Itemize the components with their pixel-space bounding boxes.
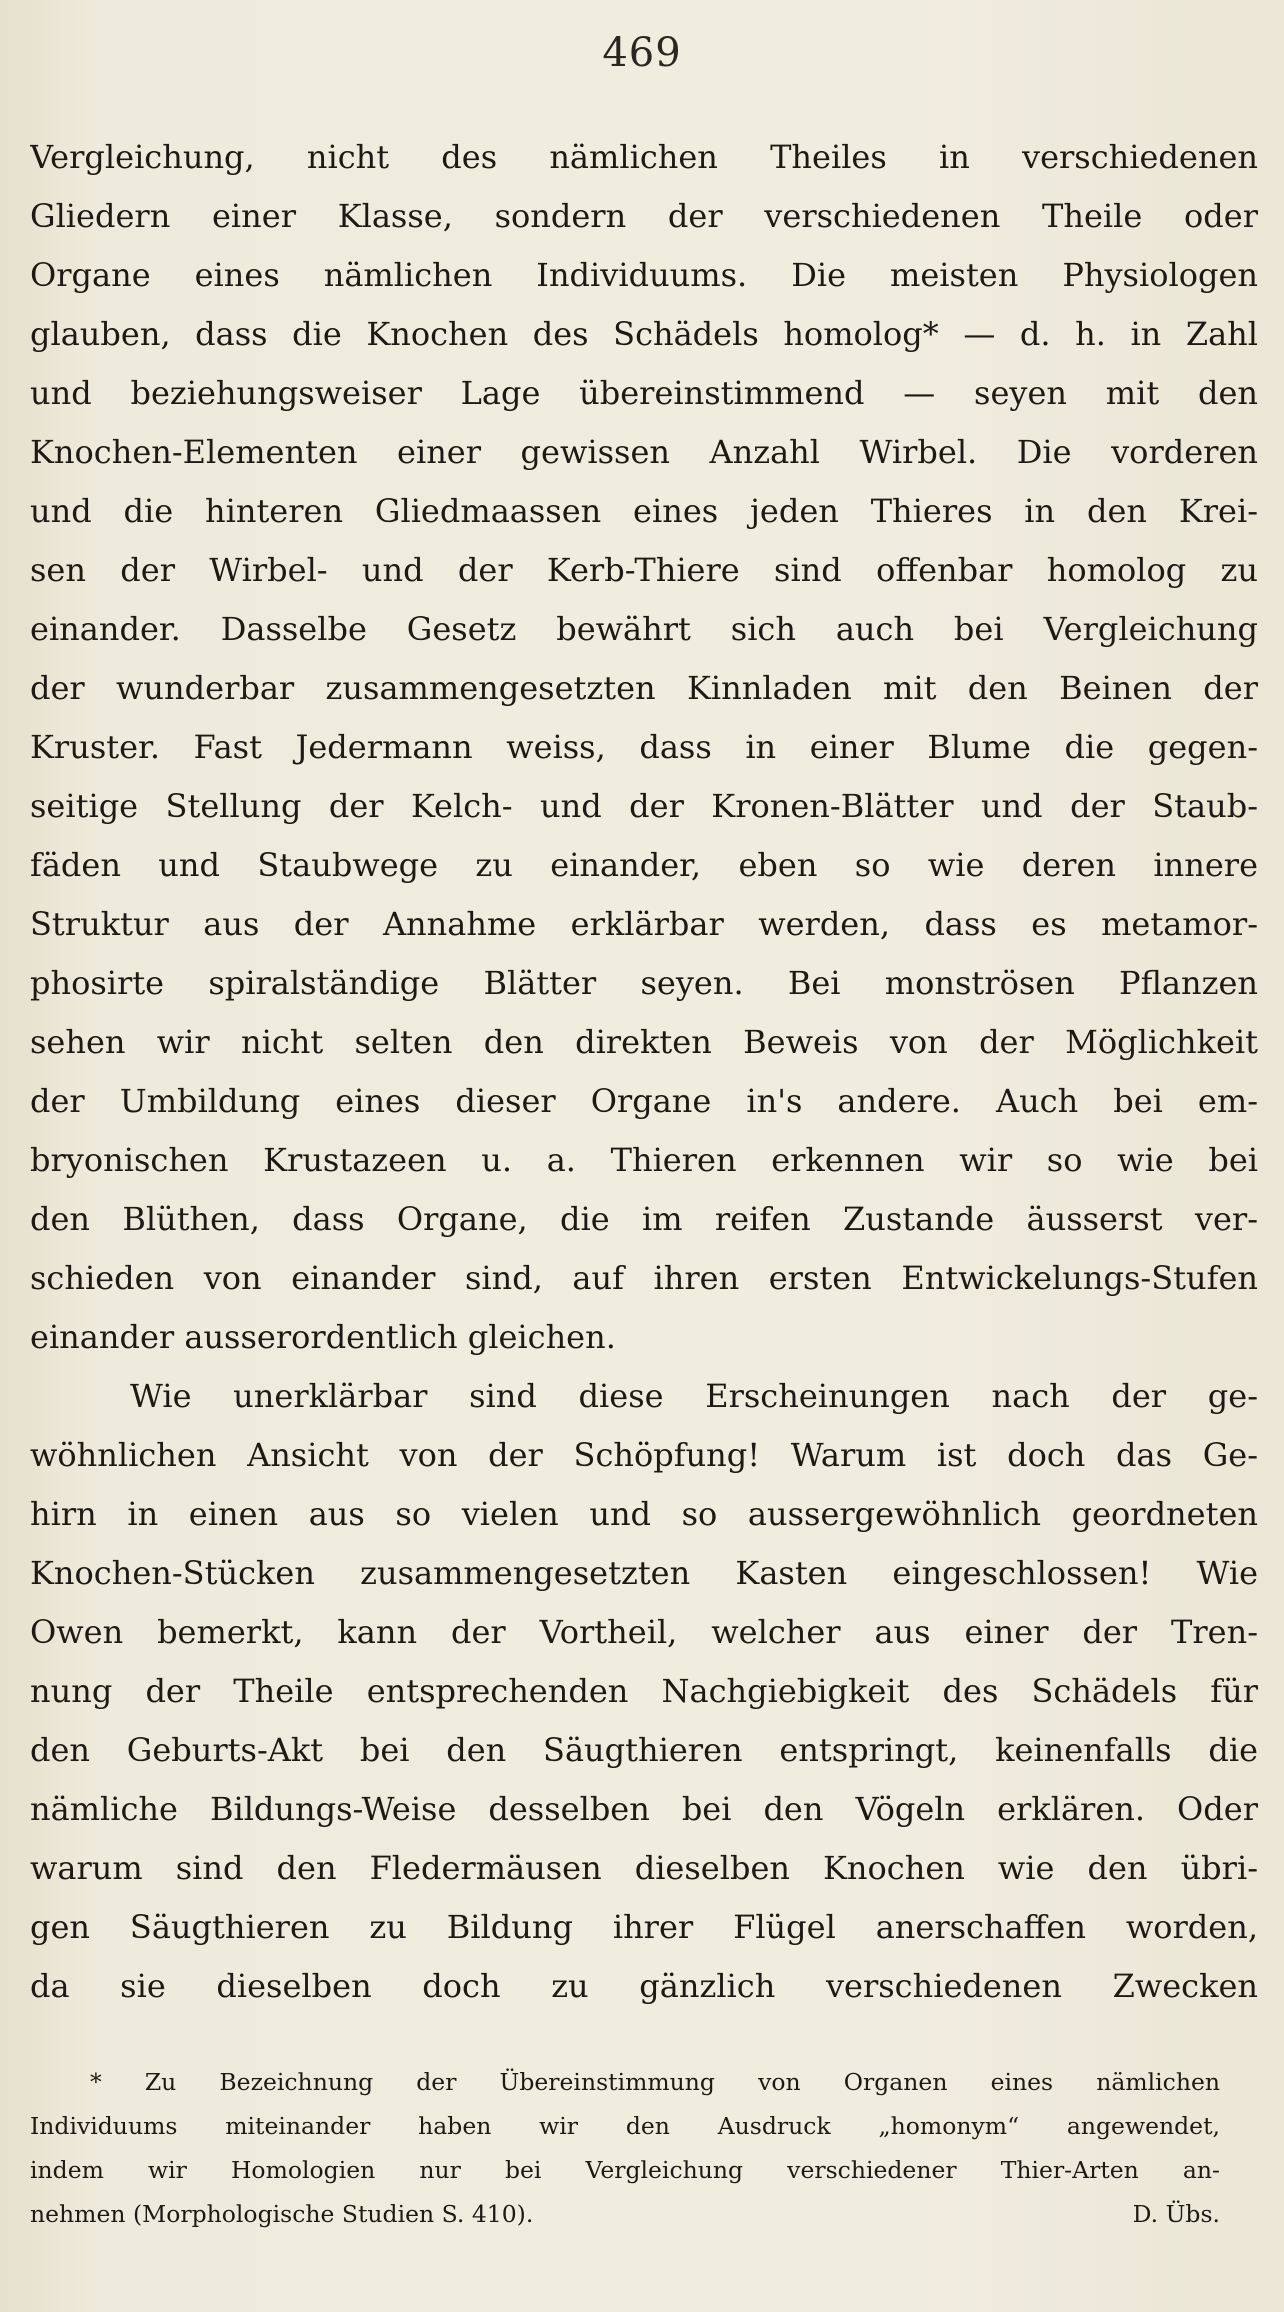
text-line: gen Säugthieren zu Bildung ihrer Flügel anerschaffen worden, xyxy=(30,1908,1258,1946)
footnote-line: indem wir Homologien nur bei Vergleichung verschiedener Thier-Arten an- xyxy=(30,2156,1220,2184)
text-line: Kruster. Fast Jedermann weiss, dass in einer Blume die gegen- xyxy=(30,728,1258,766)
text-line: glauben, dass die Knochen des Schädels homolog* — d. h. in Zahl xyxy=(30,315,1258,353)
text-line: Owen bemerkt, kann der Vortheil, welcher aus einer der Tren- xyxy=(30,1613,1258,1651)
text-line: Gliedern einer Klasse, sondern der verschiedenen Theile oder xyxy=(30,197,1258,235)
text-line: nung der Theile entsprechenden Nachgiebigkeit des Schädels für xyxy=(30,1672,1258,1710)
footnote-line: Individuums miteinander haben wir den Ausdruck „homonym“ angewendet, xyxy=(30,2112,1220,2140)
text-line: und die hinteren Gliedmaassen eines jeden Thieres in den Krei- xyxy=(30,492,1258,530)
footnote-signature: D. Übs. xyxy=(1132,2200,1220,2228)
text-line: Knochen-Elementen einer gewissen Anzahl Wirbel. Die vorderen xyxy=(30,433,1258,471)
text-line: warum sind den Fledermäusen dieselben Knochen wie den übri- xyxy=(30,1849,1258,1887)
text-line: seitige Stellung der Kelch- und der Kronen-Blätter und der Staub- xyxy=(30,787,1258,825)
text-line: schieden von einander sind, auf ihren ersten Entwickelungs-Stufen xyxy=(30,1259,1258,1297)
text-line: Struktur aus der Annahme erklärbar werden, dass es metamor- xyxy=(30,905,1258,943)
text-line: der Umbildung eines dieser Organe in's andere. Auch bei em- xyxy=(30,1082,1258,1120)
text-line: einander. Dasselbe Gesetz bewährt sich auch bei Vergleichung xyxy=(30,610,1258,648)
footnote-last-line xyxy=(30,2192,1220,2236)
text-line: den Geburts-Akt bei den Säugthieren entspringt, keinenfalls die xyxy=(30,1731,1258,1769)
text-line: den Blüthen, dass Organe, die im reifen Zustande äusserst ver- xyxy=(30,1200,1258,1238)
footnote xyxy=(30,2060,1220,2236)
text-line: sehen wir nicht selten den direkten Beweis von der Möglichkeit xyxy=(30,1023,1258,1061)
text-line: hirn in einen aus so vielen und so aussergewöhnlich geordneten xyxy=(30,1495,1258,1533)
text-line: Organe eines nämlichen Individuums. Die meisten Physiologen xyxy=(30,256,1258,294)
text-line: bryonischen Krustazeen u. a. Thieren erkennen wir so wie bei xyxy=(30,1141,1258,1179)
text-line: Knochen-Stücken zusammengesetzten Kasten eingeschlossen! Wie xyxy=(30,1554,1258,1592)
text-line: der wunderbar zusammengesetzten Kinnladen mit den Beinen der xyxy=(30,669,1258,707)
text-line: phosirte spiralständige Blätter seyen. Bei monströsen Pflanzen xyxy=(30,964,1258,1002)
page-number: 469 xyxy=(602,30,682,76)
text-line: sen der Wirbel- und der Kerb-Thiere sind offenbar homolog zu xyxy=(30,551,1258,589)
text-line: wöhnlichen Ansicht von der Schöpfung! Warum ist doch das Ge- xyxy=(30,1436,1258,1474)
text-line: Wie unerklärbar sind diese Erscheinungen nach der ge- xyxy=(130,1377,1258,1415)
text-line: einander ausserordentlich gleichen. xyxy=(30,1318,616,1356)
main-text xyxy=(30,128,1258,2016)
text-line: da sie dieselben doch zu gänzlich verschiedenen Zwecken xyxy=(30,1967,1258,2005)
text-line: und beziehungsweiser Lage übereinstimmend — seyen mit den xyxy=(30,374,1258,412)
footnote-line: nehmen (Morphologische Studien S. 410). xyxy=(30,2200,534,2228)
text-line: nämliche Bildungs-Weise desselben bei den Vögeln erklären. Oder xyxy=(30,1790,1258,1828)
text-line: Vergleichung, nicht des nämlichen Theiles in verschiedenen xyxy=(30,138,1258,176)
footnote-line: * Zu Bezeichnung der Übereinstimmung von Organen eines nämlichen xyxy=(90,2068,1220,2096)
text-line: fäden und Staubwege zu einander, eben so wie deren innere xyxy=(30,846,1258,884)
